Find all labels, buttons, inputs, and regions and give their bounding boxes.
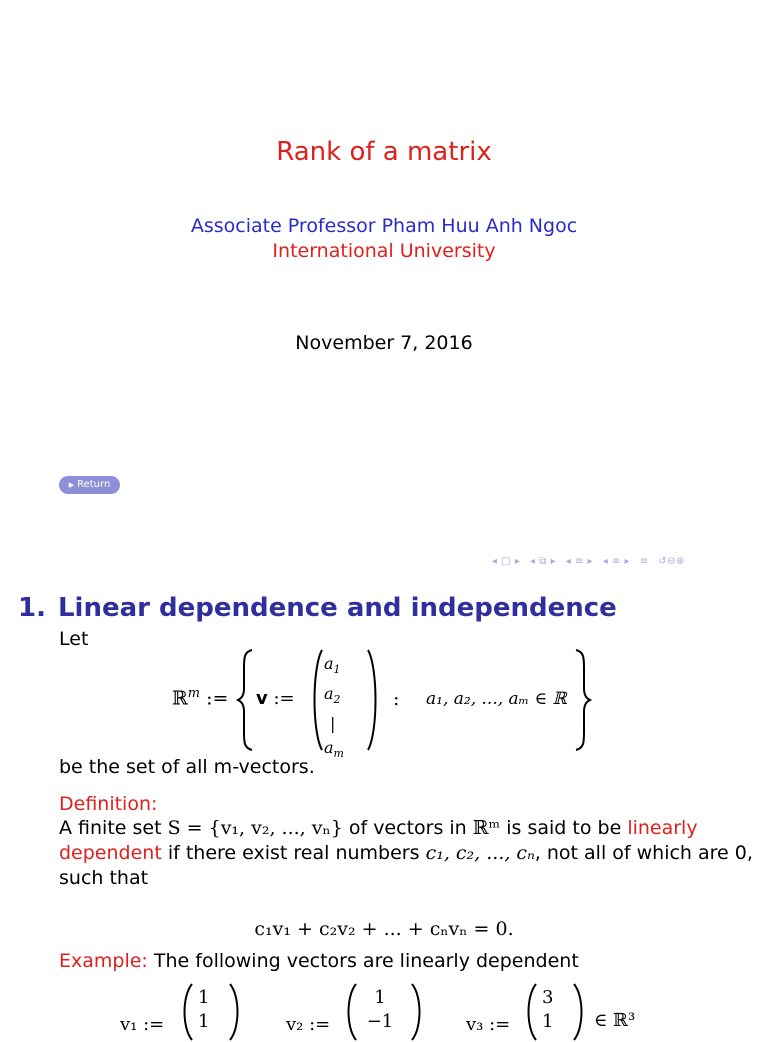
beamer-navigation-bar: [492, 556, 691, 567]
v2-right-paren: [410, 982, 424, 1042]
v1-entries: 1 1: [198, 987, 210, 1032]
m-vectors-sentence: be the set of all m-vectors.: [59, 756, 315, 778]
v3-label: v₃ :=: [466, 1014, 511, 1035]
return-button-label: Return: [77, 479, 111, 490]
section-number: 1.: [18, 593, 46, 623]
v3-left-paren: [524, 982, 538, 1042]
slide-title: Rank of a matrix: [276, 137, 492, 167]
v1-label: v₁ :=: [120, 1014, 165, 1035]
nav-frame-icon[interactable]: ◂ □ ▸: [492, 556, 521, 567]
definition-line-2: dependent if there exist real numbers c₁, c₂, ..., cₙ, not all of which are 0,: [59, 842, 753, 864]
nav-search-zoom-icon[interactable]: ↺⊖⊕: [658, 556, 685, 567]
left-brace: [236, 648, 256, 752]
example-line: Example: The following vectors are linearly dependent: [59, 950, 579, 972]
nav-section-icon[interactable]: ◂ ≡ ▸: [565, 556, 594, 567]
rm-lhs: ℝ$^m$ :=: [172, 686, 229, 710]
set-condition: a₁, a₂, ..., aₘ ∈ ℝ: [426, 689, 567, 709]
nav-document-icon[interactable]: ≡: [639, 556, 649, 567]
v3-entries: 3 1: [542, 987, 554, 1032]
right-paren: [366, 648, 380, 752]
section-title: Linear dependence and independence: [57, 593, 617, 623]
v2-left-paren: [344, 982, 358, 1042]
play-arrow-icon: ▶: [68, 481, 75, 489]
in-r3: ∈ ℝ³: [594, 1010, 636, 1031]
vector-entry: $a_1$: [324, 654, 341, 677]
nav-subsection-icon[interactable]: ◂ ⧉ ▸: [530, 556, 557, 567]
dependent-term: dependent: [59, 842, 162, 864]
right-brace: [572, 648, 592, 752]
vector-entry: $a_m$: [324, 738, 344, 761]
v-assign: v :=: [256, 688, 295, 709]
author-name: Associate Professor Pham Huu Anh Ngoc: [190, 215, 578, 237]
presentation-date: November 7, 2016: [295, 332, 473, 354]
v1-left-paren: [180, 982, 194, 1042]
section-heading: [18, 593, 617, 623]
definition-line-1: A finite set S = {v₁, v₂, ..., vₙ} of vectors in ℝᵐ is said to be linearly: [59, 817, 698, 839]
v3-right-paren: [572, 982, 586, 1042]
linearly-term: linearly: [627, 817, 698, 839]
v1-right-paren: [228, 982, 242, 1042]
return-button[interactable]: [59, 476, 120, 494]
example-vectors: [120, 980, 680, 1035]
institution: International University: [272, 240, 496, 262]
linear-combination-equation: c₁v₁ + c₂v₂ + ... + cₙvₙ = 0.: [254, 918, 514, 940]
vector-entries: [324, 652, 344, 767]
let-text: Let: [59, 628, 89, 650]
rm-set-definition: [170, 648, 610, 761]
vector-entry: $a_2$: [324, 684, 341, 707]
vector-entry: |: [330, 714, 336, 734]
v2-entries: 1 −1: [366, 987, 394, 1032]
set-s: S = {v₁, v₂, ..., vₙ}: [167, 817, 343, 839]
colon-separator: :: [393, 688, 400, 710]
definition-label: Definition:: [59, 793, 158, 815]
nav-subsection-list-icon[interactable]: ◂ ≡ ▸: [602, 556, 631, 567]
example-label: Example:: [59, 950, 148, 972]
v2-label: v₂ :=: [286, 1014, 331, 1035]
definition-line-3: such that: [59, 867, 149, 889]
left-paren: [310, 648, 324, 752]
